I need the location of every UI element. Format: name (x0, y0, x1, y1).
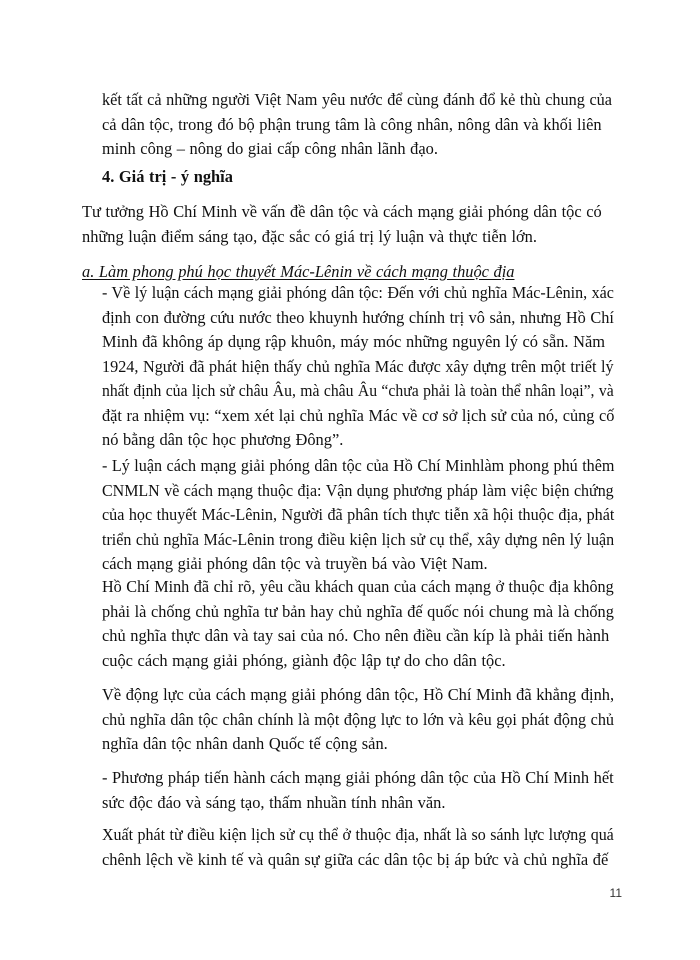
paragraph-theory (102, 281, 614, 453)
text-line: cuộc cách mạng giải phóng, giành độc lập tự do cho dân tộc. (102, 650, 506, 670)
text-line: triển chủ nghĩa Mác-Lênin trong điều kiện lịch sử cụ thể, xây dựng nên lý luận (102, 529, 615, 549)
text-line: Minh đã không áp dụng rập khuôn, máy móc những nguyên lý có sẵn. Năm (102, 332, 605, 351)
text-line: nghĩa dân tộc nhân danh Quốc tế cộng sản. (102, 734, 388, 753)
paragraph-continuation (102, 88, 612, 162)
text-line: đặt ra nhiệm vụ: “xem xét lại chủ nghĩa Mác về cơ sở lịch sử của nó, củng cố (102, 405, 615, 425)
text-line: Xuất phát từ điều kiện lịch sử cụ thể ở thuộc địa, nhất là so sánh lực lượng quá (102, 825, 614, 844)
text-line: của học thuyết Mác-Lênin, Người đã phân tích thực tiễn xã hội thuộc địa, phát (102, 505, 615, 524)
text-line: cách mạng giải phóng dân tộc và truyền bá vào Việt Nam. (102, 554, 488, 573)
subheading-text: a. Làm phong phú học thuyết Mác-Lênin về cách mạng thuộc địa (82, 262, 515, 281)
text-line: minh công – nông do giai cấp công nhân lãnh đạo. (102, 139, 438, 158)
text-line: Về động lực của cách mạng giải phóng dân tộc, Hồ Chí Minh đã khẳng định, (102, 685, 615, 704)
intro-paragraph (82, 200, 622, 249)
text-line: CNMLN về cách mạng thuộc địa: Vận dụng phương pháp làm việc biện chứng (102, 480, 614, 500)
paragraph-method (102, 766, 614, 815)
text-line: nhất định của lịch sử châu Âu, mà châu Âu “chưa phải là toàn thể nhân loại”, và (102, 381, 614, 400)
text-line: kết tất cả những người Việt Nam yêu nước để cùng đánh đổ kẻ thù chung của (102, 90, 612, 109)
text-line: Tư tưởng Hồ Chí Minh về vấn đề dân tộc và cách mạng giải phóng dân tộc có (82, 202, 602, 221)
text-line: cả dân tộc, trong đó bộ phận trung tâm là công nhân, nông dân và khối liên (102, 114, 602, 134)
text-line: Hồ Chí Minh đã chỉ rõ, yêu cầu khách quan của cách mạng ở thuộc địa không (102, 577, 614, 596)
text-line: sức độc đáo và sáng tạo, thấm nhuần tính nhân văn. (102, 792, 446, 812)
text-line: chủ nghĩa dân tộc chân chính là một động lực to lớn và kêu gọi phát động chủ (102, 709, 615, 729)
text-line: những luận điểm sáng tạo, đặc sắc có giá trị lý luận và thực tiễn lớn. (82, 226, 537, 246)
paragraph-requirement (102, 575, 614, 673)
section-heading (102, 165, 402, 190)
text-line: chủ nghĩa thực dân và tay sai của nó. Cho nên điều cần kíp là phải tiến hành (102, 626, 610, 645)
paragraph-driving-force (102, 683, 614, 757)
text-line: nó bằng dân tộc học phương Đông”. (102, 430, 344, 449)
text-line: phải là chống chủ nghĩa tư bản hay chủ nghĩa đế quốc nói chung mà là chống (102, 601, 614, 621)
text-line: định con đường cứu nước theo khuynh hướng chính trị vô sản, nhưng Hồ Chí (102, 307, 614, 327)
paragraph-conditions (102, 823, 614, 872)
text-line: - Về lý luận cách mạng giải phóng dân tộc: Đến với chủ nghĩa Mác-Lênin, xác (102, 283, 614, 302)
page-number: 11 (609, 886, 622, 900)
text-line: - Phương pháp tiến hành cách mạng giải phóng dân tộc của Hồ Chí Minh hết (102, 768, 614, 787)
section-heading-text: 4. Giá trị - ý nghĩa (102, 167, 233, 186)
paragraph-enrich (102, 454, 614, 577)
text-line: 1924, Người đã phát hiện thấy chủ nghĩa Mác được xây dựng trên một triết lý (102, 356, 614, 376)
text-line: - Lý luận cách mạng giải phóng dân tộc của Hồ Chí Minhlàm phong phú thêm (102, 456, 615, 475)
text-line: chênh lệch về kinh tế và quân sự giữa các dân tộc bị áp bức và chủ nghĩa đế (102, 849, 609, 869)
